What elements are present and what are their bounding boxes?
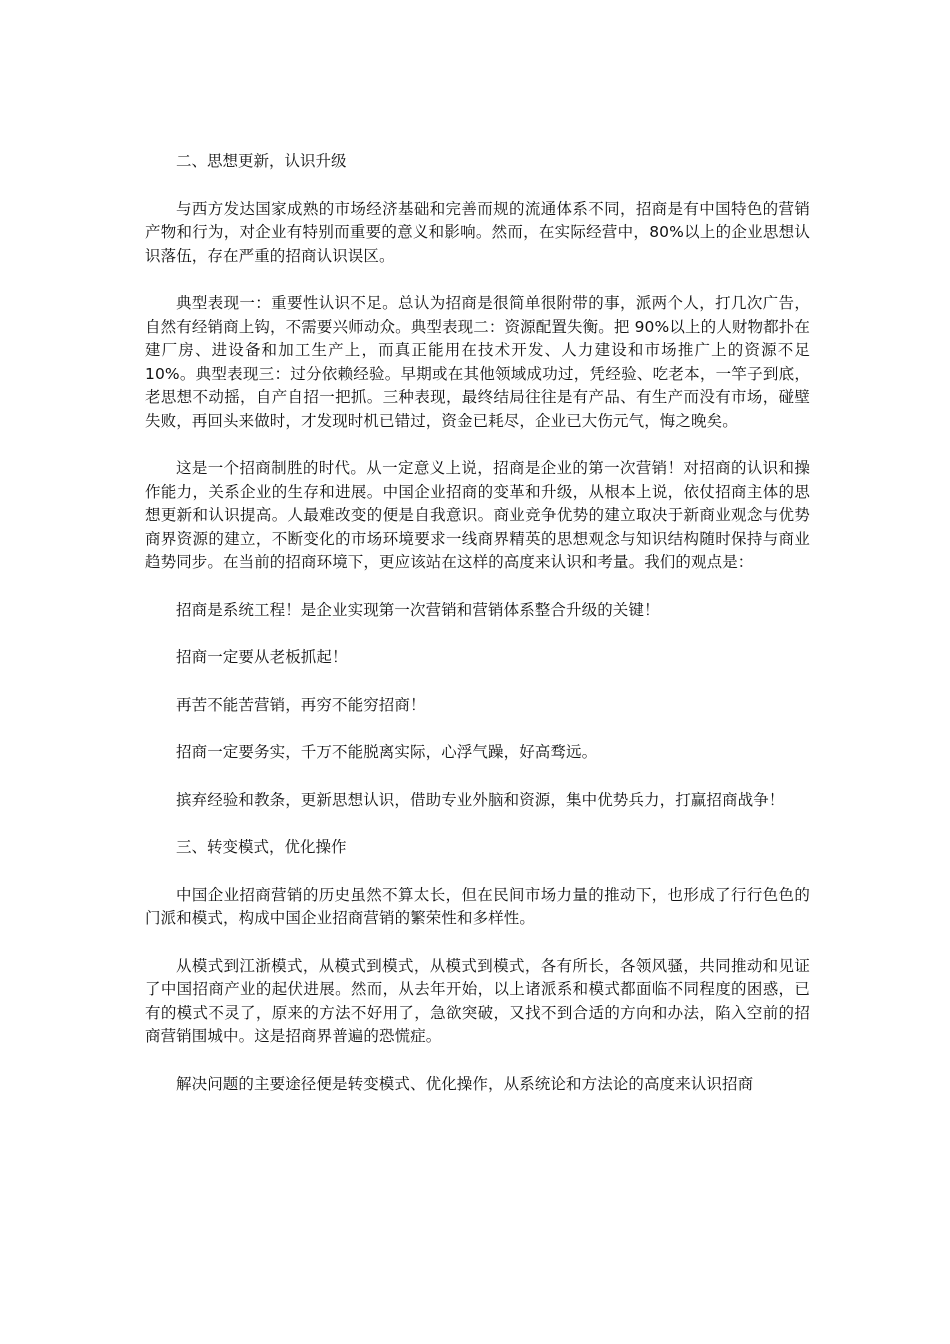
viewpoint-3: 再苦不能苦营销，再穷不能穷招商！ <box>176 695 426 714</box>
paragraph-solution: 解决问题的主要途径便是转变模式、优化操作，从系统论和方法论的高度来认识招商 <box>176 1074 754 1093</box>
section-heading-3: 三、转变模式，优化操作 <box>176 838 347 856</box>
paragraph-models: 从模式到江浙模式，从模式到模式，从模式到模式，各有所长，各领风骚，共同推动和见证了中国招商产业的起伏进展。然而，从去年开始，以上诸派系和模式都面临不同程度的困惑，已有的模式不灵了，原来的方法不好用了，急欲突破，又找不到合适的方向和办法，陷入空前的招商营销围城中。这是招商界普遍的恐慌症。 <box>145 956 810 1045</box>
paragraph-era-of-investment: 这是一个招商制胜的时代。从一定意义上说，招商是企业的第一次营销！对招商的认识和操作能力，关系企业的生存和进展。中国企业招商的变革和升级，从根本上说，依仗招商主体的思想更新和认识提高。人最难改变的便是自我意识。商业竞争优势的建立取决于新商业观念与优势商界资源的建立，不断变化的市场环境要求一线商界精英的思想观念与知识结构随时保持与商业趋势同步。在当前的招商环境下，更应该站在这样的高度来认识和考量。我们的观点是： <box>145 459 810 571</box>
paragraph-history: 中国企业招商营销的历史虽然不算太长，但在民间市场力量的推动下，也形成了行行色色的门派和模式，构成中国企业招商营销的繁荣性和多样性。 <box>145 885 810 927</box>
paragraph-intro: 与西方发达国家成熟的市场经济基础和完善而规的流通体系不同，招商是有中国特色的营销产物和行为，对企业有特别而重要的意义和影响。然而，在实际经营中，80%以上的企业思想认识落伍，存在严重的招商认识误区。 <box>145 199 810 265</box>
section-heading-2: 二、思想更新，认识升级 <box>176 152 347 170</box>
viewpoint-1: 招商是系统工程！是企业实现第一次营销和营销体系整合升级的关键！ <box>176 600 660 619</box>
viewpoint-4: 招商一定要务实，千万不能脱离实际，心浮气躁，好高骛远。 <box>176 743 598 761</box>
paragraph-typical-manifestations: 典型表现一：重要性认识不足。总认为招商是很简单很附带的事，派两个人，打几次广告，自然有经销商上钩，不需要兴师动众。典型表现二：资源配置失衡。把 90%以上的人财物都扑在建厂房、进设备和加工生产上，而真正能用在技术开发、人力建设和市场推广上的资源不足 10%。典型表现三：过分依赖经验。早期或在其他领域成功过，凭经验、吃老本，一竿子到底，老思想不动摇，自产自招一把抓。三种表现，最终结局往往是有产品、有生产而没有市场，碰壁失败，再回头来做时，才发现时机已错过，资金已耗尽，企业已大伤元气，悔之晚矣。 <box>145 294 810 430</box>
viewpoint-2: 招商一定要从老板抓起！ <box>176 648 348 666</box>
document-body <box>145 150 810 1120</box>
viewpoint-5: 摈弃经验和教条，更新思想认识，借助专业外脑和资源，集中优势兵力，打赢招商战争！ <box>176 790 785 809</box>
